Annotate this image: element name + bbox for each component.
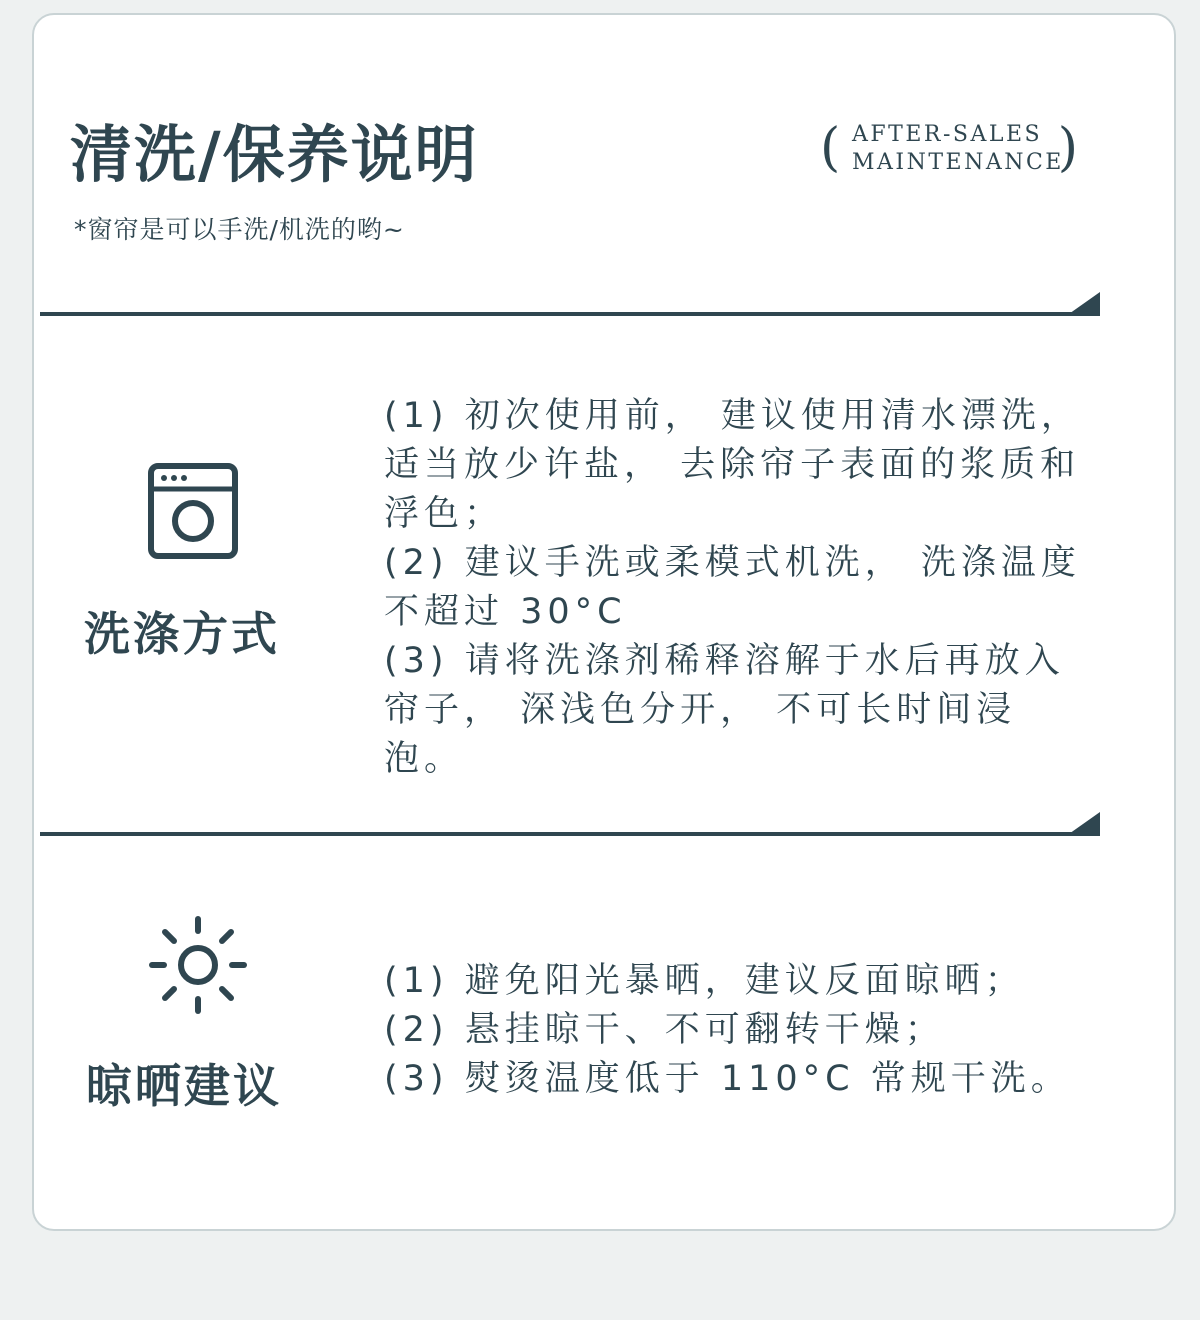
page-subtitle: *窗帘是可以手洗/机洗的哟~ bbox=[74, 215, 405, 244]
sun-icon bbox=[148, 915, 248, 1019]
drying-item-2: (2) 悬挂晾干、不可翻转干燥； bbox=[384, 1010, 945, 1050]
divider-arrow bbox=[1066, 812, 1100, 836]
washing-instructions bbox=[384, 392, 1084, 784]
drying-item-3: (3) 熨烫温度低于 110°C 常规干洗。 bbox=[384, 1059, 1071, 1099]
drying-item-1: (1) 避免阳光暴晒，建议反面晾晒； bbox=[384, 961, 1025, 1001]
drying-instructions bbox=[384, 957, 1104, 1104]
maintenance-text: MAINTENANCE bbox=[852, 150, 1064, 175]
left-paren: ( bbox=[820, 118, 841, 178]
after-sales-tag bbox=[820, 120, 1078, 184]
divider-arrow bbox=[1066, 292, 1100, 316]
section-divider bbox=[40, 808, 1100, 836]
page-title: 清洗/保养说明 bbox=[70, 118, 479, 191]
washing-item-1: (1) 初次使用前， 建议使用清水漂洗， 适当放少许盐， 去除帘子表面的浆质和浮色； bbox=[384, 396, 1081, 534]
washing-method-label: 洗涤方式 bbox=[84, 607, 280, 661]
drying-advice-label: 晾晒建议 bbox=[86, 1059, 282, 1113]
after-sales-text: AFTER-SALES bbox=[852, 122, 1043, 147]
right-paren: ) bbox=[1057, 118, 1078, 178]
washing-machine-icon bbox=[148, 463, 238, 563]
washing-item-2: (2) 建议手洗或柔模式机洗， 洗涤温度不超过 30°C bbox=[384, 543, 1081, 632]
divider-line bbox=[40, 312, 1100, 316]
section-divider bbox=[40, 288, 1100, 316]
washing-item-3: (3) 请将洗涤剂稀释溶解于水后再放入帘子， 深浅色分开， 不可长时间浸泡。 bbox=[384, 641, 1065, 779]
divider-line bbox=[40, 832, 1100, 836]
